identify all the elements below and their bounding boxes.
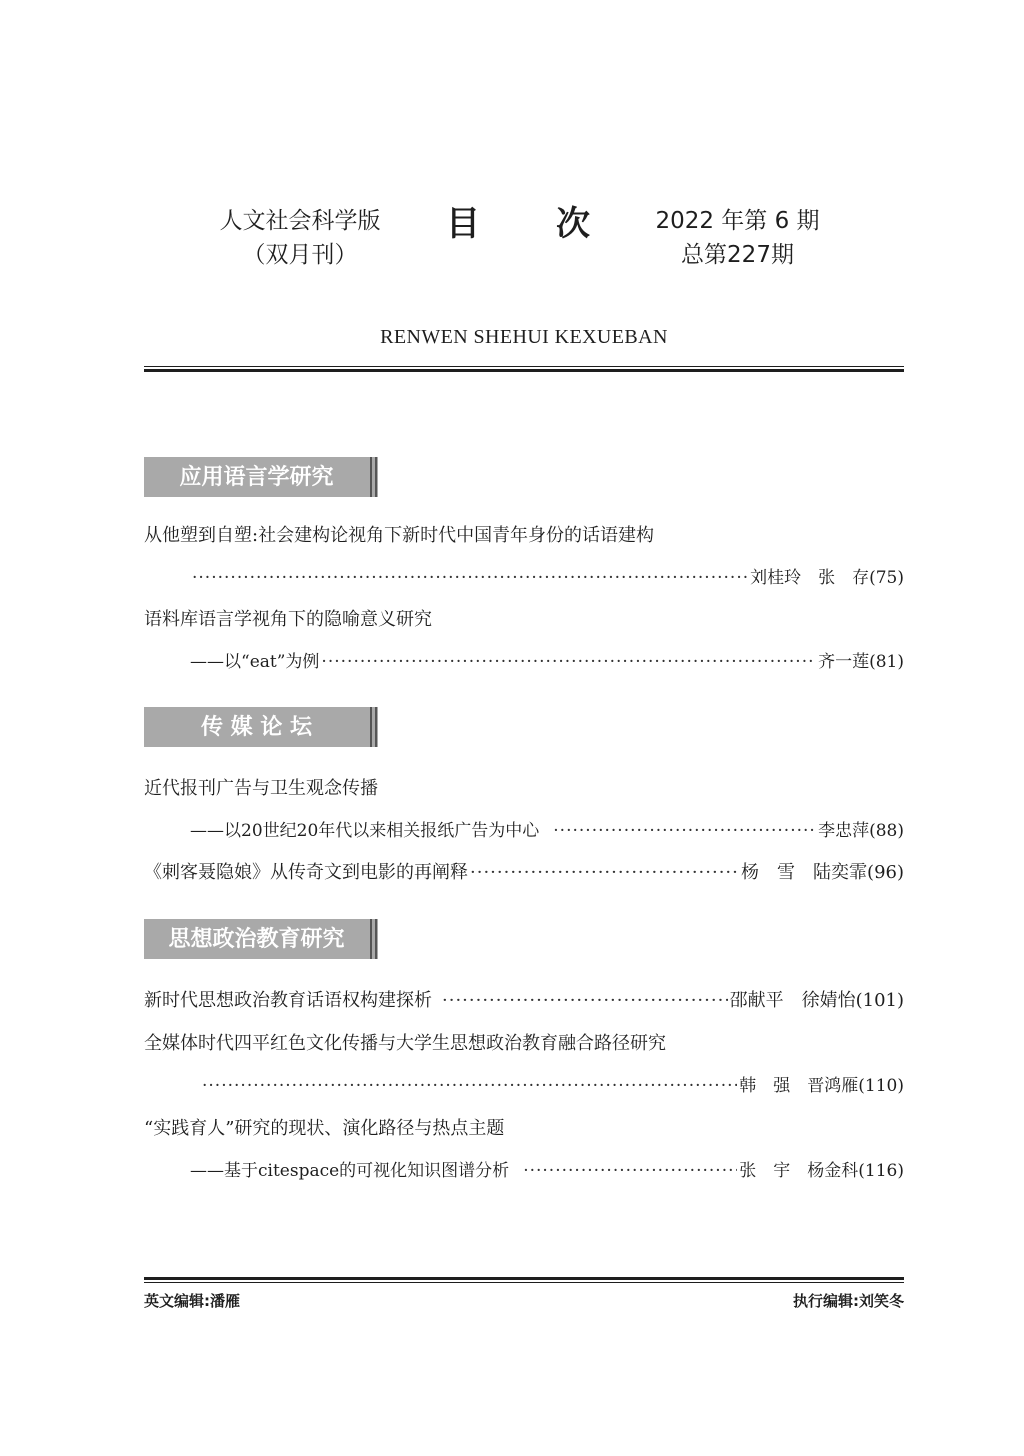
- article-title: 《刺客聂隐娘》从传奇文到电影的再阐释: [144, 862, 468, 883]
- section-bar: [375, 457, 377, 497]
- section-header-applied-linguistics: [144, 457, 378, 497]
- article-subtitle: ——以20世纪20年代以来相关报纸广告为中心: [190, 821, 540, 841]
- toc-title-char-1: 目: [446, 204, 480, 244]
- frequency-label: （双月刊）: [242, 242, 358, 268]
- article-entry: [144, 989, 904, 1013]
- english-editor-credit: 英文编辑:潘雁: [144, 1292, 240, 1310]
- article-entry: [200, 1074, 904, 1098]
- section-title: 思想政治教育研究: [168, 926, 345, 952]
- footer-rule-thick: [144, 1277, 904, 1280]
- article-authors: 刘桂玲 张 存(75): [750, 568, 904, 588]
- article-title: 语料库语言学视角下的隐喻意义研究: [144, 609, 432, 630]
- section-header-media-forum: [144, 707, 378, 747]
- article-authors: 李忠萍(88): [818, 821, 904, 841]
- issue-label: 2022 年第 6 期: [655, 208, 820, 234]
- section-bar: [375, 919, 377, 959]
- executive-editor-credit: 执行编辑:刘笑冬: [793, 1292, 904, 1310]
- total-issue-label: 总第227期: [681, 242, 794, 268]
- dot-leader: [553, 819, 816, 843]
- dot-leader: [523, 1159, 737, 1183]
- section-title: 应用语言学研究: [179, 464, 334, 490]
- footer-rule-thin: [144, 1282, 904, 1283]
- section-title: 传 媒 论 坛: [201, 714, 312, 740]
- article-title: “实践育人”研究的现状、演化路径与热点主题: [144, 1118, 505, 1139]
- article-subtitle: ——以“eat”为例: [190, 652, 320, 672]
- article-entry: [190, 650, 904, 674]
- toc-title-char-2: 次: [556, 204, 590, 244]
- article-entry: [190, 1159, 904, 1183]
- dot-leader: [442, 989, 728, 1013]
- article-authors: 张 宇 杨金科(116): [739, 1161, 904, 1181]
- article-title: 全媒体时代四平红色文化传播与大学生思想政治教育融合路径研究: [144, 1033, 666, 1054]
- article-authors: 齐一莲(81): [818, 652, 904, 672]
- dot-leader: [192, 566, 748, 590]
- section-bar: [375, 707, 377, 747]
- article-entry: [144, 861, 904, 885]
- section-bar: [370, 457, 372, 497]
- masthead-right: [650, 204, 825, 272]
- header-rule-thin: [144, 366, 904, 367]
- section-bar: [370, 707, 372, 747]
- article-title: 从他塑到自塑:社会建构论视角下新时代中国青年身份的话语建构: [144, 525, 655, 546]
- edition-label: 人文社会科学版: [219, 208, 381, 234]
- article-authors: 韩 强 晋鸿雁(110): [739, 1076, 904, 1096]
- dot-leader: [321, 650, 816, 674]
- section-header-ideological-education: [144, 919, 378, 959]
- article-subtitle: ——基于citespace的可视化知识图谱分析: [190, 1161, 510, 1181]
- article-entry: [190, 566, 904, 590]
- article-authors: 邵献平 徐婧怡(101): [729, 990, 904, 1011]
- article-entry: [190, 819, 904, 843]
- journal-name-pinyin: RENWEN SHEHUI KEXUEBAN: [380, 326, 668, 348]
- masthead-left: [200, 204, 400, 272]
- article-title: 新时代思想政治教育话语权构建探析: [144, 990, 432, 1011]
- dot-leader: [470, 861, 739, 885]
- header-rule-thick: [144, 369, 904, 372]
- dot-leader: [202, 1074, 737, 1098]
- article-authors: 杨 雪 陆奕霏(96): [741, 862, 904, 883]
- section-bar: [370, 919, 372, 959]
- article-title: 近代报刊广告与卫生观念传播: [144, 778, 378, 799]
